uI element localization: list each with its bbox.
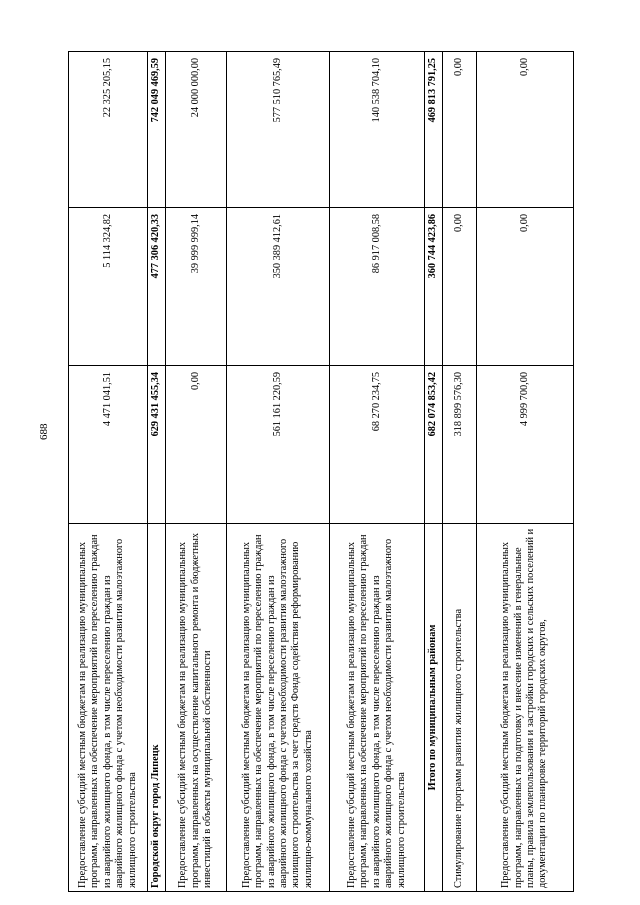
value-cell: 4 999 700,00 xyxy=(477,366,574,524)
budget-table xyxy=(68,51,574,892)
value-cell: 22 325 205,15 xyxy=(69,52,148,208)
value-cell: 5 114 324,82 xyxy=(69,208,148,366)
table-row xyxy=(477,52,574,892)
row-description: Предоставление субсидий местным бюджетам на реализацию муниципальных программ, направленных на обеспечение мероприятий по переселению граждан из аварийного жилищного фонда, в том числе переселению граждан из аварийного жилищного фонда с учетом необходимости развития малоэтажного жилищного строительства xyxy=(330,524,425,892)
value-cell: 0,00 xyxy=(166,366,227,524)
value-cell: 68 270 234,75 xyxy=(330,366,425,524)
value-cell: 469 813 791,25 xyxy=(425,52,443,208)
row-description: Предоставление субсидий местным бюджетам на реализацию муниципальных программ, направленных на осуществление капитального ремонта и бюджетных инвестиций в объекты муниципальной собственности xyxy=(166,524,227,892)
table-row-total xyxy=(425,52,443,892)
value-cell: 577 510 765,49 xyxy=(227,52,330,208)
value-cell: 0,00 xyxy=(443,208,477,366)
value-cell: 742 049 469,59 xyxy=(148,52,166,208)
value-cell: 39 999 999,14 xyxy=(166,208,227,366)
row-description: Предоставление субсидий местным бюджетам на реализацию муниципальных программ, направленных на обеспечение мероприятий по переселению граждан из аварийного жилищного фонда, в том числе переселению граждан из аварийного жилищного фонда с учетом необходимости развития малоэтажного жилищного строительства за счет средств Фонда содействия реформированию жилищно-коммунального хозяйства xyxy=(227,524,330,892)
table-row xyxy=(69,52,148,892)
value-cell: 360 744 423,86 xyxy=(425,208,443,366)
value-cell: 86 917 008,58 xyxy=(330,208,425,366)
value-cell: 24 000 000,00 xyxy=(166,52,227,208)
value-cell: 0,00 xyxy=(443,52,477,208)
table-row xyxy=(166,52,227,892)
value-cell: 561 161 220,59 xyxy=(227,366,330,524)
budget-table-wrapper xyxy=(68,52,573,892)
table-row xyxy=(227,52,330,892)
page-number: 688 xyxy=(38,423,50,440)
value-cell: 629 431 455,34 xyxy=(148,366,166,524)
row-description: Предоставление субсидий местным бюджетам на реализацию муниципальных программ, направленных на подготовку и внесение изменений в генеральные планы, правила землепользования и застройки городских и сельских поселений и документации по планировке территорий городских округов, xyxy=(477,524,574,892)
value-cell: 140 538 704,10 xyxy=(330,52,425,208)
value-cell: 477 306 420,33 xyxy=(148,208,166,366)
value-cell: 0,00 xyxy=(477,208,574,366)
value-cell: 0,00 xyxy=(477,52,574,208)
value-cell: 350 389 412,61 xyxy=(227,208,330,366)
value-cell: 4 471 041,51 xyxy=(69,366,148,524)
value-cell: 318 899 576,30 xyxy=(443,366,477,524)
value-cell: 682 074 853,42 xyxy=(425,366,443,524)
row-description: Городской округ город Липецк xyxy=(148,524,166,892)
row-description: Предоставление субсидий местным бюджетам на реализацию муниципальных программ, направленных на обеспечение мероприятий по переселению граждан из аварийного жилищного фонда, в том числе переселению граждан из аварийного жилищного фонда с учетом необходимости развития малоэтажного жилищного строительства xyxy=(69,524,148,892)
table-row xyxy=(330,52,425,892)
table-row xyxy=(443,52,477,892)
table-row-total xyxy=(148,52,166,892)
row-description: Итого по муниципальным районам xyxy=(425,524,443,892)
row-description: Стимулирование программ развития жилищного строительства xyxy=(443,524,477,892)
